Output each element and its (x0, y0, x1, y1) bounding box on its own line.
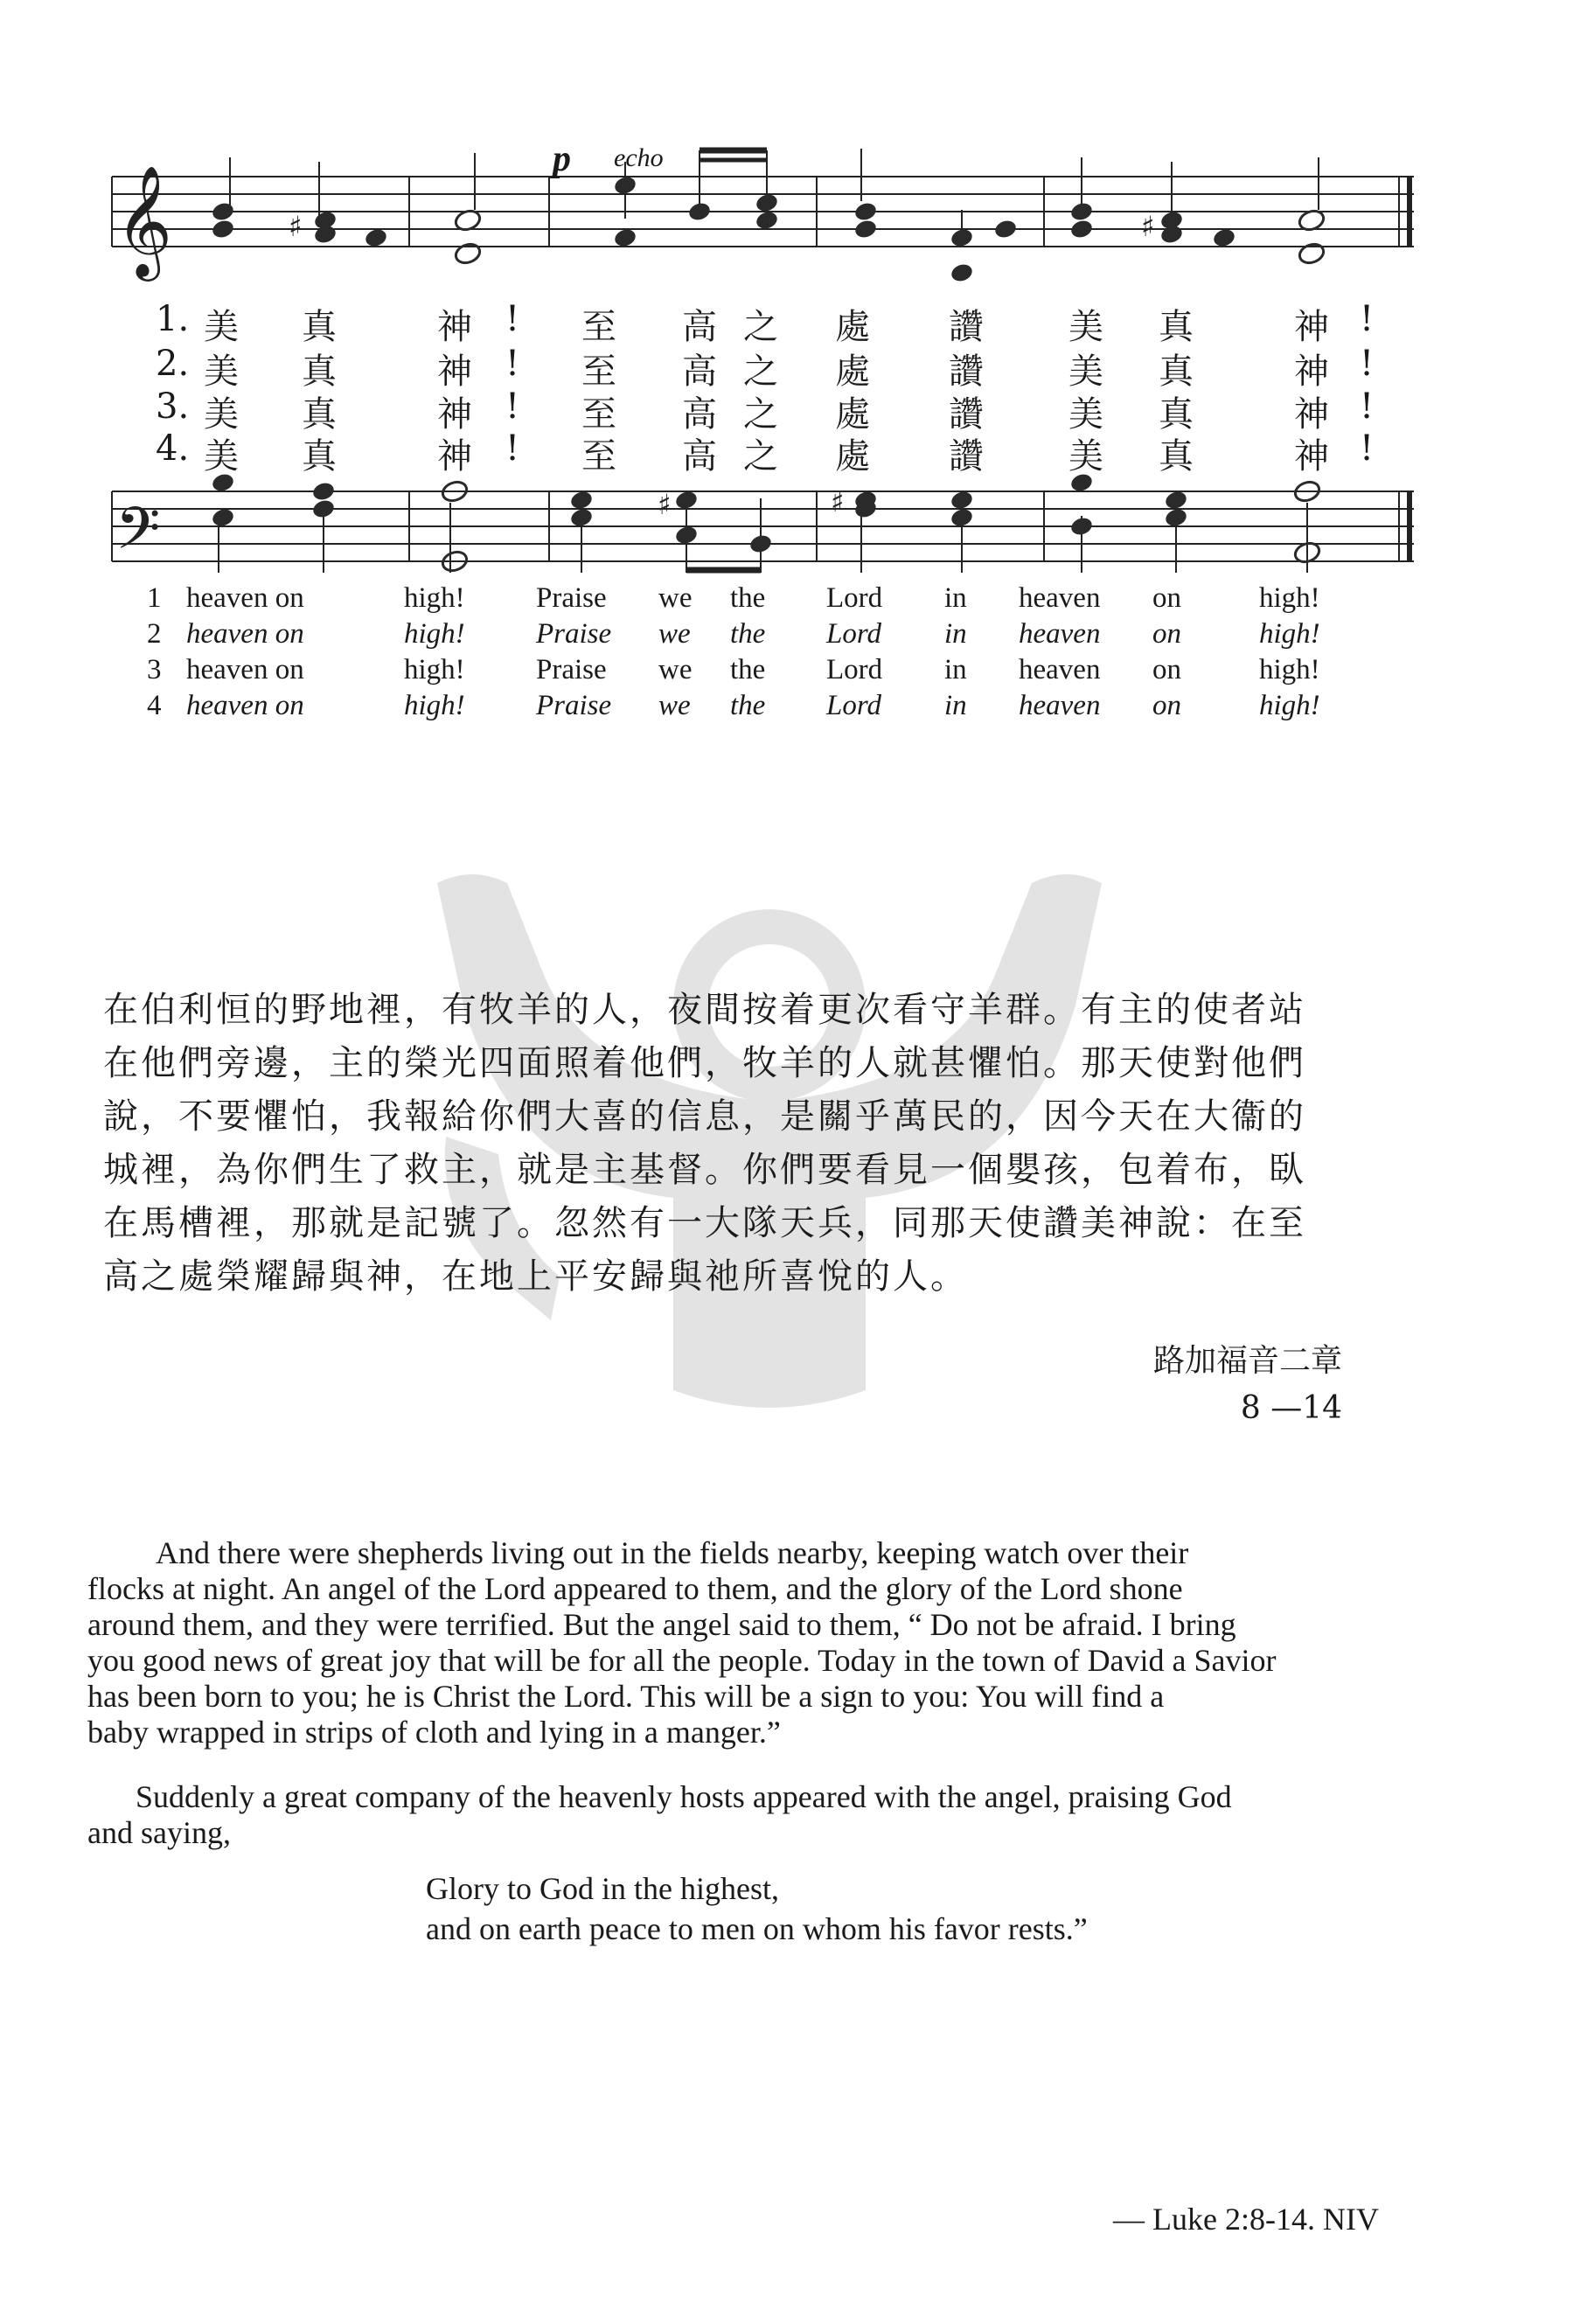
lyric: 真 (302, 351, 337, 392)
lyric: 讚 (949, 394, 984, 435)
lyric: high! (404, 654, 465, 685)
lyric: 美 (204, 307, 239, 347)
lyric: heaven on (186, 618, 304, 650)
lyric: heaven (1019, 618, 1101, 650)
english-verse-3 (0, 654, 1580, 689)
lyric: on (1152, 618, 1181, 650)
lyric: ! (505, 428, 520, 469)
chinese-verse-4 (0, 428, 1580, 477)
svg-text:♯: ♯ (831, 485, 845, 518)
paragraph-line: and saying, (87, 1815, 231, 1850)
lyric: we (658, 690, 691, 721)
paragraph-line: has been born to you; he is Christ the Lord. This will be a sign to you: You will find a (87, 1679, 1165, 1714)
lyric: 真 (1159, 351, 1194, 392)
lyric: 真 (302, 436, 337, 477)
lyric: 真 (302, 307, 337, 347)
lyric: 真 (1159, 394, 1194, 435)
lyric: 之 (743, 394, 778, 435)
lyric: heaven (1019, 582, 1101, 614)
lyric: ! (1360, 428, 1375, 469)
dynamic-marking: p (553, 139, 571, 179)
lyric: on (1152, 690, 1181, 721)
lyric: 處 (835, 351, 870, 392)
lyric: on (1152, 582, 1181, 614)
verse-number: 1. (156, 299, 190, 339)
lyric: Praise (536, 690, 612, 721)
lyric: the (730, 654, 766, 685)
lyric: heaven on (186, 690, 304, 721)
lyric: in (944, 654, 967, 685)
lyric: high! (404, 582, 465, 614)
verse-number: 3 (147, 654, 162, 685)
lyric: 之 (743, 307, 778, 347)
lyric: 至 (581, 394, 616, 435)
echo-marking: echo (614, 143, 664, 172)
passage-line: 高之處榮耀歸與神，在地上平安歸與祂所喜悅的人。 (103, 1256, 968, 1297)
english-verse-1 (0, 582, 1580, 617)
lyric: 處 (835, 436, 870, 477)
music-score (0, 0, 1580, 769)
lyric: heaven on (186, 582, 304, 614)
lyric: 美 (1068, 307, 1103, 347)
verse-number: 1 (147, 582, 162, 614)
lyric: 真 (1159, 436, 1194, 477)
lyric: high! (404, 690, 465, 721)
english-paragraph-2 (87, 1779, 1382, 1851)
lyric: 讚 (949, 436, 984, 477)
lyric: 處 (835, 307, 870, 347)
lyric: the (730, 582, 766, 614)
svg-text:♯: ♯ (289, 210, 303, 243)
lyric: the (730, 690, 766, 721)
lyric: high! (1259, 618, 1320, 650)
lyric: 之 (743, 351, 778, 392)
lyric: ! (505, 299, 520, 339)
paragraph-line: around them, and they were terrified. But the angel said to them, “ Do not be afraid. I bring (87, 1607, 1236, 1642)
lyric: 美 (204, 436, 239, 477)
paragraph-line: And there were shepherds living out in the fields nearby, keeping watch over their (156, 1535, 1189, 1570)
lyric: Praise (536, 618, 612, 650)
lyric: 神 (437, 436, 472, 477)
lyric: heaven on (186, 654, 304, 685)
chinese-verse-1 (0, 299, 1580, 348)
lyric: 至 (581, 436, 616, 477)
citation: — Luke 2:8-14. NIV (1113, 2202, 1379, 2237)
paragraph-line: you good news of great joy that will be for all the people. Today in the town of David a Savior (87, 1643, 1277, 1678)
lyric: high! (404, 618, 465, 650)
lyric: in (944, 582, 967, 614)
lyric: in (944, 690, 967, 721)
passage-line: 城裡，為你們生了救主，就是主基督。你們要看見一個嬰孩，包着布，臥 (103, 1150, 1306, 1190)
lyric: 真 (1159, 307, 1194, 347)
lyric: Praise (536, 582, 607, 614)
chinese-verse-2 (0, 344, 1580, 393)
lyric: 神 (1294, 351, 1329, 392)
paragraph-line: flocks at night. An angel of the Lord appeared to them, and the glory of the Lord shone (87, 1571, 1183, 1606)
lyric: we (658, 582, 693, 614)
english-paragraph-1 (87, 1535, 1382, 1750)
svg-text:𝄞: 𝄞 (115, 164, 173, 276)
verse-number: 2 (147, 618, 162, 650)
svg-text:♯: ♯ (1141, 210, 1155, 243)
chinese-passage (103, 984, 1380, 1304)
lyric: 至 (581, 307, 616, 347)
lyric: 高 (682, 351, 717, 392)
passage-line: 說，不要懼怕，我報給你們大喜的信息，是關乎萬民的，因今天在大衞的 (103, 1096, 1306, 1137)
paragraph-line: baby wrapped in strips of cloth and lying in a manger.” (87, 1715, 781, 1750)
lyric: 高 (682, 394, 717, 435)
lyric: 讚 (949, 307, 984, 347)
lyric: 神 (1294, 307, 1329, 347)
lyric: Lord (826, 582, 883, 614)
passage-line: 在馬槽裡，那就是記號了。忽然有一大隊天兵，同那天使讚美神說：在至 (103, 1203, 1306, 1243)
lyric: 神 (1294, 394, 1329, 435)
verse-number: 3. (156, 386, 190, 427)
lyric: 高 (682, 436, 717, 477)
svg-text:♯: ♯ (658, 488, 672, 521)
lyric: 真 (302, 394, 337, 435)
verse-number: 2. (156, 344, 190, 384)
passage-line: 在伯利恒的野地裡，有牧羊的人，夜間按着更次看守羊群。有主的使者站 (103, 990, 1306, 1030)
lyric: 美 (204, 351, 239, 392)
lyric: heaven (1019, 654, 1101, 685)
lyric: 美 (1068, 436, 1103, 477)
poem (426, 1868, 1088, 1949)
lyric: we (658, 654, 693, 685)
lyric: ! (1360, 344, 1375, 384)
lyric: Praise (536, 654, 607, 685)
chinese-reference-book: 路加福音二章 (1152, 1343, 1342, 1379)
lyric: Lord (826, 618, 881, 650)
lyric: 處 (835, 394, 870, 435)
lyric: 美 (204, 394, 239, 435)
passage-line: 在他們旁邊，主的榮光四面照着他們，牧羊的人就甚懼怕。那天使對他們 (103, 1043, 1306, 1083)
lyric: 神 (437, 351, 472, 392)
lyric: 神 (1294, 436, 1329, 477)
lyric: 美 (1068, 351, 1103, 392)
svg-text:𝄢: 𝄢 (115, 495, 161, 576)
chinese-reference-verses: 8 —14 (1240, 1390, 1342, 1426)
lyric: we (658, 618, 691, 650)
english-verse-2 (0, 618, 1580, 653)
lyric: 高 (682, 307, 717, 347)
lyric: high! (1259, 582, 1320, 614)
lyric: heaven (1019, 690, 1101, 721)
lyric: ! (1360, 299, 1375, 339)
lyric: in (944, 618, 967, 650)
lyric: Lord (826, 654, 883, 685)
lyric: 之 (743, 436, 778, 477)
paragraph-line: Suddenly a great company of the heavenly hosts appeared with the angel, praising God (136, 1779, 1232, 1814)
lyric: Lord (826, 690, 881, 721)
lyric: 至 (581, 351, 616, 392)
lyric: 神 (437, 307, 472, 347)
lyric: ! (505, 344, 520, 384)
verse-number: 4. (156, 428, 190, 469)
lyric: ! (505, 386, 520, 427)
lyric: high! (1259, 654, 1320, 685)
lyric: high! (1259, 690, 1320, 721)
lyric: ! (1360, 386, 1375, 427)
lyric: on (1152, 654, 1181, 685)
lyric: the (730, 618, 766, 650)
poem-line: Glory to God in the highest, (426, 1871, 779, 1906)
poem-line: and on earth peace to men on whom his favor rests.” (426, 1911, 1088, 1946)
verse-number: 4 (147, 690, 162, 721)
english-verse-4 (0, 690, 1580, 725)
lyric: 讚 (949, 351, 984, 392)
lyric: 美 (1068, 394, 1103, 435)
lyric: 神 (437, 394, 472, 435)
